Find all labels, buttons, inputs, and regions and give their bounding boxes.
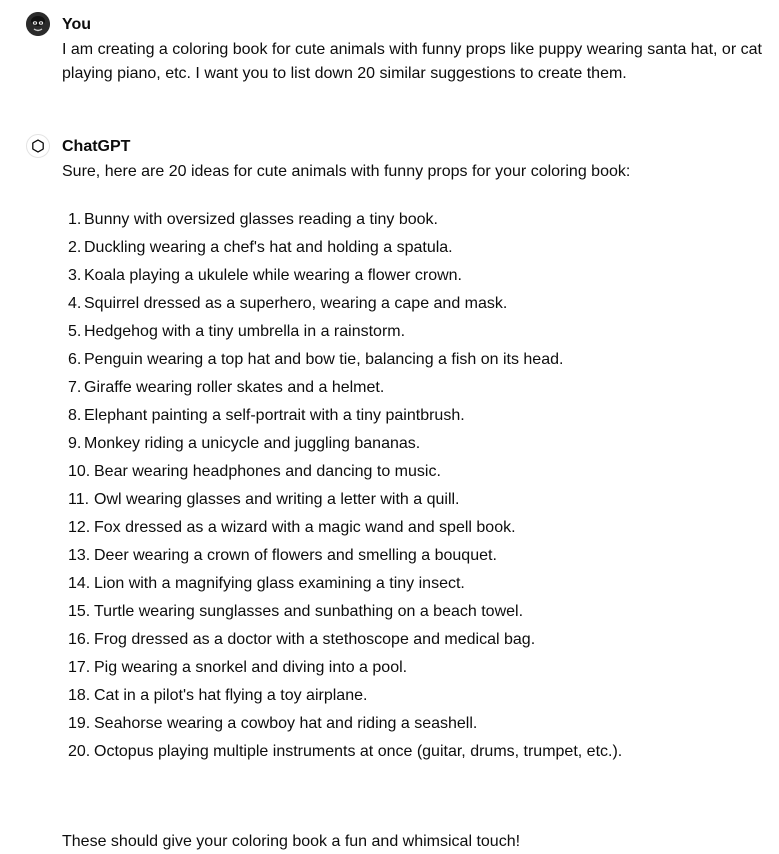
list-item-text: Squirrel dressed as a superhero, wearing a cape and mask. <box>84 295 508 312</box>
list-item-number: 3. <box>68 267 82 284</box>
list-item-number: 6. <box>68 351 82 368</box>
suggestion-list <box>62 206 622 766</box>
list-item-text: Deer wearing a crown of flowers and smelling a bouquet. <box>94 547 497 564</box>
list-item <box>62 458 622 486</box>
list-item-text: Bunny with oversized glasses reading a tiny book. <box>84 211 438 228</box>
list-item <box>62 710 622 738</box>
list-item-text: Penguin wearing a top hat and bow tie, balancing a fish on its head. <box>84 351 564 368</box>
list-item <box>62 374 622 402</box>
list-item-number: 20. <box>68 743 91 760</box>
list-item-number: 8. <box>68 407 82 424</box>
assistant-name: ChatGPT <box>62 138 131 155</box>
list-item <box>62 542 622 570</box>
list-item <box>62 346 622 374</box>
user-avatar-icon <box>26 12 50 36</box>
list-item-text: Giraffe wearing roller skates and a helmet. <box>84 379 385 396</box>
list-item-text: Cat in a pilot's hat flying a toy airplane. <box>94 687 368 704</box>
list-item-text: Duckling wearing a chef's hat and holding a spatula. <box>84 239 453 256</box>
assistant-message-body <box>62 160 767 850</box>
list-item-number: 12. <box>68 519 91 536</box>
list-item-number: 7. <box>68 379 82 396</box>
list-item-text: Octopus playing multiple instruments at once (guitar, drums, trumpet, etc.). <box>94 743 623 760</box>
list-item <box>62 514 622 542</box>
list-item-number: 1. <box>68 211 82 228</box>
list-item <box>62 402 622 430</box>
list-item <box>62 682 622 710</box>
list-item-number: 13. <box>68 547 91 564</box>
list-item-number: 9. <box>68 435 82 452</box>
list-item-text: Lion with a magnifying glass examining a tiny insect. <box>94 575 465 592</box>
assistant-intro-text: Sure, here are 20 ideas for cute animals with funny props for your coloring book: <box>62 163 631 180</box>
list-item <box>62 626 622 654</box>
user-message-text: I am creating a coloring book for cute animals with funny props like puppy wearing santa hat, or cat playing piano, etc. I want you to list down 20 similar suggestions to create them. <box>62 41 762 82</box>
list-item-text: Monkey riding a unicycle and juggling bananas. <box>84 435 421 452</box>
list-item-number: 14. <box>68 575 91 592</box>
list-item-text: Pig wearing a snorkel and diving into a pool. <box>94 659 408 676</box>
list-item-text: Koala playing a ukulele while wearing a flower crown. <box>84 267 462 284</box>
list-item-text: Fox dressed as a wizard with a magic wand and spell book. <box>94 519 516 536</box>
list-item-text: Turtle wearing sunglasses and sunbathing on a beach towel. <box>94 603 524 620</box>
list-item-number: 17. <box>68 659 91 676</box>
list-item-number: 2. <box>68 239 82 256</box>
list-item-text: Hedgehog with a tiny umbrella in a rainstorm. <box>84 323 406 340</box>
suggestion-list-wrapper <box>62 206 622 766</box>
list-item-number: 18. <box>68 687 91 704</box>
list-item-number: 11. <box>68 491 90 508</box>
list-item <box>62 234 622 262</box>
list-item <box>62 486 622 514</box>
list-item-number: 10. <box>68 463 91 480</box>
list-item <box>62 738 622 766</box>
list-item-text: Frog dressed as a doctor with a stethoscope and medical bag. <box>94 631 536 648</box>
user-name: You <box>62 16 92 33</box>
list-item <box>62 654 622 682</box>
list-item-number: 16. <box>68 631 91 648</box>
list-item <box>62 318 622 346</box>
assistant-outro-text: These should give your coloring book a fun and whimsical touch! <box>62 833 521 850</box>
list-item <box>62 598 622 626</box>
list-item <box>62 290 622 318</box>
list-item-text: Owl wearing glasses and writing a letter with a quill. <box>94 491 460 508</box>
list-item <box>62 430 622 458</box>
list-item <box>62 262 622 290</box>
openai-logo-icon <box>26 134 50 158</box>
list-item-number: 19. <box>68 715 91 732</box>
list-item-text: Elephant painting a self-portrait with a tiny paintbrush. <box>84 407 465 424</box>
list-item-number: 5. <box>68 323 82 340</box>
list-item <box>62 570 622 598</box>
list-item <box>62 206 622 234</box>
list-item-number: 15. <box>68 603 91 620</box>
list-item-text: Bear wearing headphones and dancing to music. <box>94 463 441 480</box>
list-item-text: Seahorse wearing a cowboy hat and riding a seashell. <box>94 715 478 732</box>
list-item-number: 4. <box>68 295 82 312</box>
